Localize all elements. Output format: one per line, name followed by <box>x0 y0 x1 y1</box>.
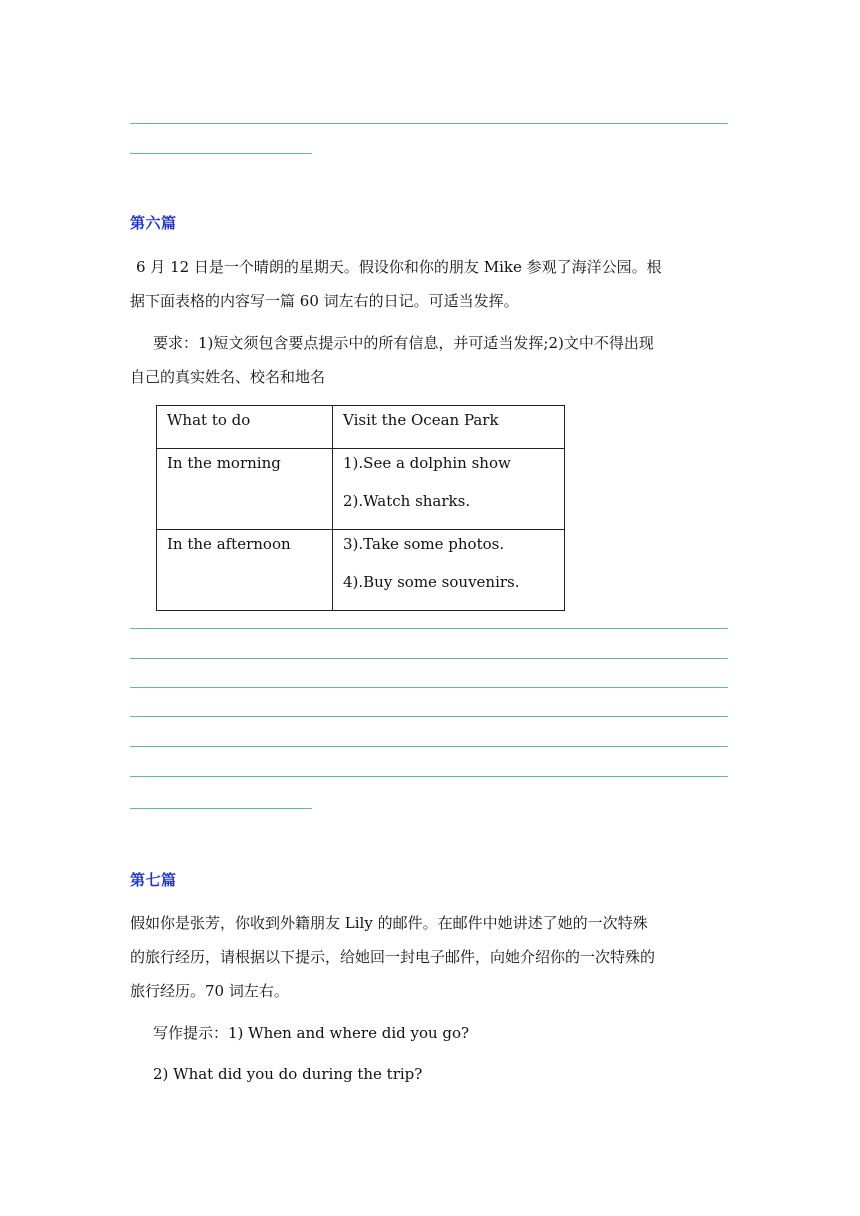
section7-tip-line2: 2) What did you do during the trip? <box>153 1065 423 1083</box>
table-item: Visit the Ocean Park <box>343 411 499 429</box>
section6-requirement-line2: 自己的真实姓名、校名和地名 <box>130 368 326 386</box>
table-cell-label: In the morning <box>157 449 333 530</box>
section6-intro-line1: 6 月 12 日是一个晴朗的星期天。假设你和你的朋友 Mike 参观了海洋公园。根 <box>136 258 662 276</box>
section7-intro-line1: 假如你是张芳，你收到外籍朋友 Lily 的邮件。在邮件中她讲述了她的一次特殊 <box>130 914 648 932</box>
table-row <box>157 530 565 611</box>
answer-line[interactable] <box>130 628 728 629</box>
answer-line[interactable] <box>130 716 728 717</box>
activity-table <box>156 405 565 611</box>
section7-tip-line1: 写作提示：1) When and where did you go? <box>153 1024 470 1042</box>
table-item: 3).Take some photos. <box>343 535 505 553</box>
answer-line[interactable] <box>130 123 728 124</box>
table-item: 4).Buy some souvenirs. <box>343 573 520 591</box>
section7-heading: 第七篇 <box>130 871 177 889</box>
answer-line-end[interactable] <box>130 808 312 809</box>
section6-requirement-line1: 要求：1)短文须包含要点提示中的所有信息，并可适当发挥;2)文中不得出现 <box>153 334 654 352</box>
section6-intro-line2: 据下面表格的内容写一篇 60 词左右的日记。可适当发挥。 <box>130 292 519 310</box>
section7-intro-line2: 的旅行经历，请根据以下提示，给她回一封电子邮件，向她介绍你的一次特殊的 <box>130 948 656 966</box>
table-item: 2).Watch sharks. <box>343 492 471 510</box>
answer-line[interactable] <box>130 658 728 659</box>
table-cell-items <box>333 530 565 611</box>
table-row <box>157 406 565 449</box>
table-cell-label: What to do <box>157 406 333 449</box>
section6-heading: 第六篇 <box>130 214 177 232</box>
answer-line-end[interactable] <box>130 153 312 154</box>
answer-line[interactable] <box>130 776 728 777</box>
table-cell-label: In the afternoon <box>157 530 333 611</box>
answer-line[interactable] <box>130 687 728 688</box>
table-cell-items <box>333 406 565 449</box>
table-item: 1).See a dolphin show <box>343 454 511 472</box>
table-row <box>157 449 565 530</box>
table-cell-items <box>333 449 565 530</box>
answer-line[interactable] <box>130 746 728 747</box>
section7-intro-line3: 旅行经历。70 词左右。 <box>130 982 289 1000</box>
